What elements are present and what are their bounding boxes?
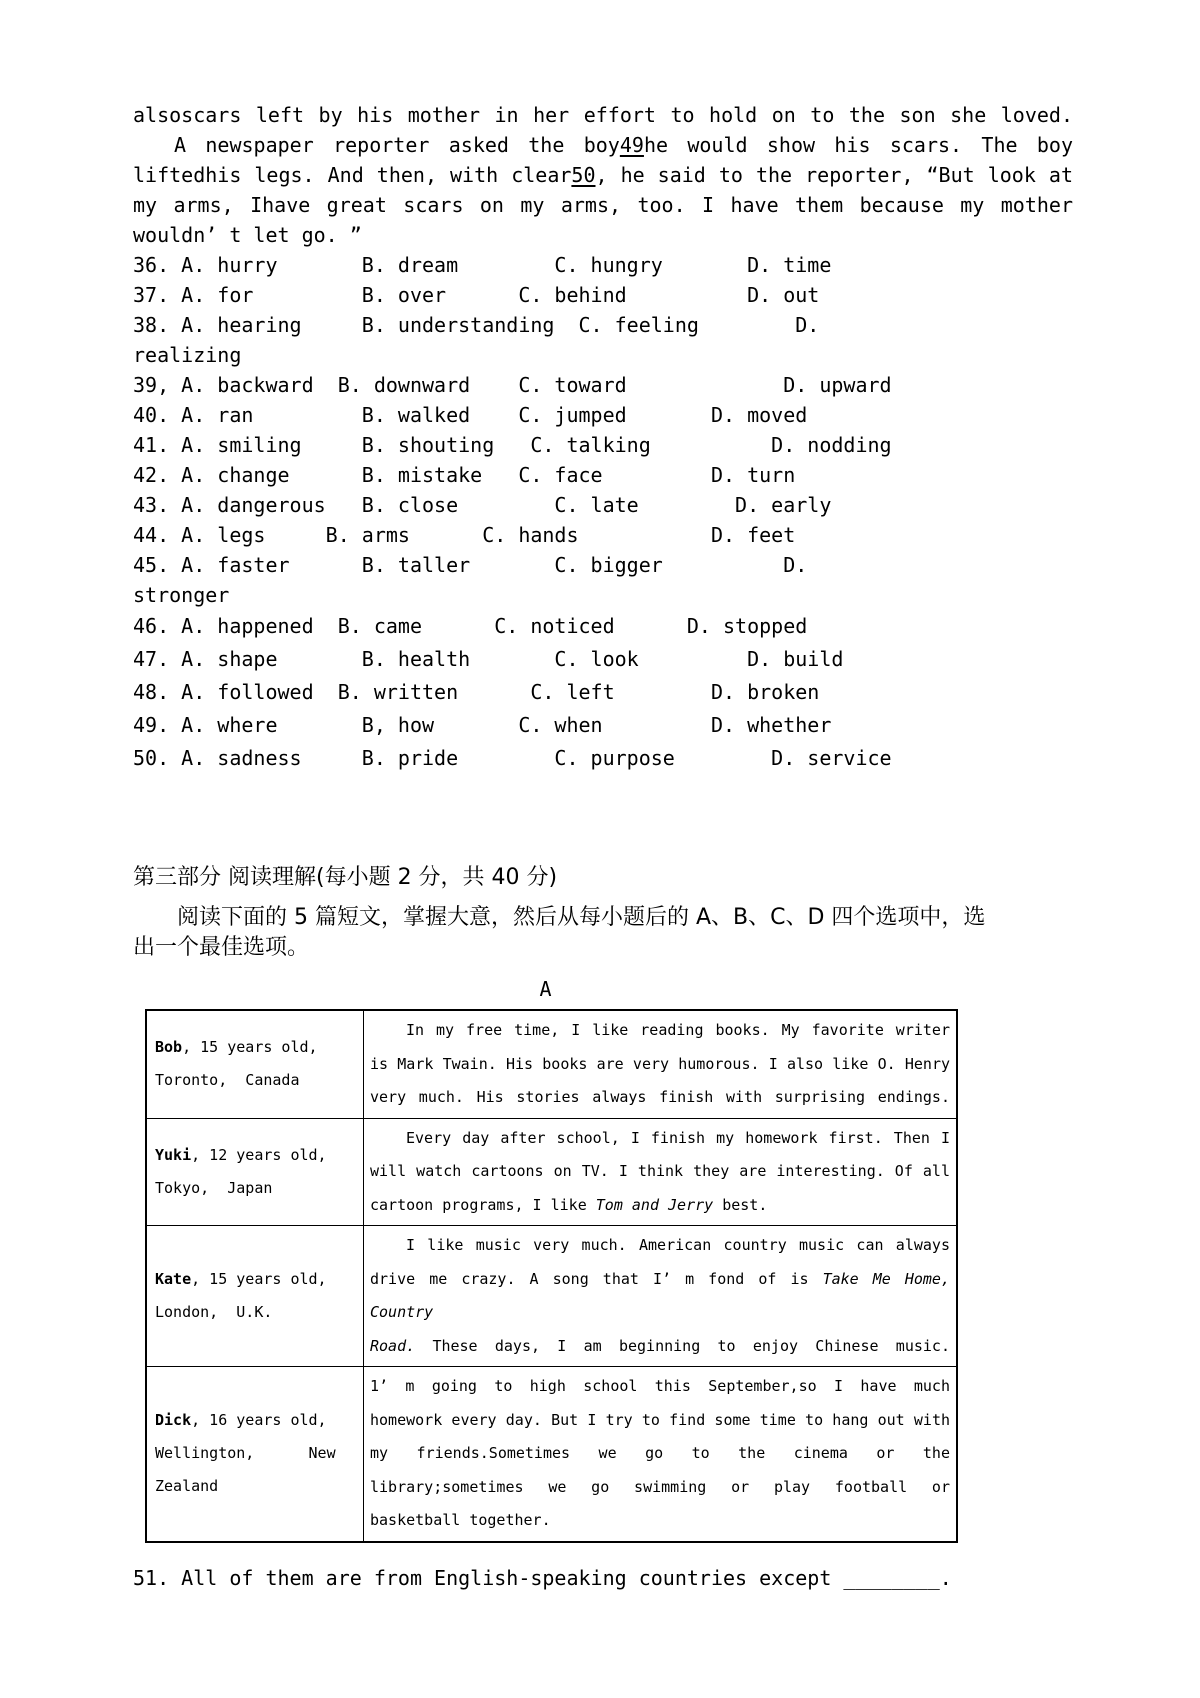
student-text-line: In my free time, I like reading books. My favorite writer xyxy=(406,1021,950,1039)
cartoon-title-italic: Tom and Jerry xyxy=(595,1195,714,1214)
student-info-line: Toronto, Canada xyxy=(155,1071,300,1090)
student-text-cell-bob xyxy=(364,1010,958,1118)
student-text-line: will watch cartoons on TV. I think they are interesting. Of all xyxy=(370,1162,950,1180)
passage-line-2-text: A newspaper reporter asked the boy xyxy=(174,133,620,157)
passage-line-5: wouldn’ t let go. ” xyxy=(133,223,362,247)
option-line-49: 49. A. where B, how C. when D. whether xyxy=(133,713,832,737)
option-line-39: 39, A. backward B. downward C. toward D. upward xyxy=(133,373,892,397)
student-text-line: very much. His stories always finish with surprising endings. xyxy=(370,1088,950,1106)
student-info-cell-bob xyxy=(146,1010,364,1118)
student-info-line: Wellington, New xyxy=(155,1444,336,1463)
student-text-line: library;sometimes we go swimming or play football or xyxy=(370,1477,950,1496)
cloze-options-list xyxy=(133,250,1073,775)
option-line-36: 36. A. hurry B. dream C. hungry D. time xyxy=(133,253,832,277)
student-info-line: Tokyo, Japan xyxy=(155,1178,273,1197)
section3-instruction-line-2: 出一个最佳选项。 xyxy=(133,935,310,960)
option-line-50: 50. A. sadness B. pride C. purpose D. service xyxy=(133,746,892,770)
passage-a-label: A xyxy=(539,977,552,1001)
student-info-line xyxy=(155,1139,355,1172)
cloze-blank-49: 49 xyxy=(619,133,644,157)
passage-line-2-text-after: he would show his scars. The boy xyxy=(643,133,1073,157)
student-name-yuki: Yuki xyxy=(155,1145,192,1164)
student-info-rest: , 15 years old, xyxy=(191,1270,327,1288)
option-line-41: 41. A. smiling B. shouting C. talking D. nodding xyxy=(133,433,892,457)
student-info-cell-dick xyxy=(146,1367,364,1542)
student-text-line: I like music very much. American country music can always xyxy=(406,1236,950,1254)
student-info-rest: , 15 years old, xyxy=(182,1038,318,1057)
student-text-line xyxy=(370,1263,950,1330)
section3-instruction-line-1: 阅读下面的 5 篇短文，掌握大意，然后从每小题后的 A、B、C、D 四个选项中，选 xyxy=(177,905,986,930)
student-info-rest: , 16 years old, xyxy=(191,1411,327,1430)
option-line-40: 40. A. ran B. walked C. jumped D. moved xyxy=(133,403,808,427)
student-name-dick: Dick xyxy=(155,1411,192,1430)
option-line-37: 37. A. for B. over C. behind D. out xyxy=(133,283,820,307)
table-row-dick xyxy=(146,1367,957,1542)
song-title-italic: Road. xyxy=(370,1336,416,1355)
student-text-line xyxy=(370,1330,950,1364)
passage-line-3-text: liftedhis legs. And then, with clear xyxy=(133,163,572,187)
cloze-blank-50: 50 xyxy=(571,163,596,187)
passage-line-2 xyxy=(133,130,1073,160)
student-info-cell-yuki xyxy=(146,1118,364,1226)
student-text-line: homework every day. But I try to find some time to hang out with xyxy=(370,1410,950,1429)
option-line-38-cont: realizing xyxy=(133,343,242,367)
student-text-line: is Mark Twain. His books are very humorous. I also like O. Henry xyxy=(370,1054,950,1073)
table-row-kate xyxy=(146,1226,957,1367)
option-line-48: 48. A. followed B. written C. left D. broken xyxy=(133,680,820,704)
cloze-passage xyxy=(133,100,1073,250)
student-text-segment: best. xyxy=(713,1195,768,1214)
student-info-cell-kate xyxy=(146,1226,364,1367)
passage-line-4: my arms, Ihave great scars on my arms, too. I have them because my mother xyxy=(133,193,1073,217)
student-text-line: basketball together. xyxy=(370,1511,551,1529)
student-info-line xyxy=(155,1031,355,1064)
student-info-line: London, U.K. xyxy=(155,1303,273,1321)
student-text-cell-dick xyxy=(364,1367,958,1542)
passage-line-3 xyxy=(133,160,1073,190)
students-table xyxy=(145,1009,958,1543)
table-row-bob xyxy=(146,1010,957,1118)
option-line-43: 43. A. dangerous B. close C. late D. early xyxy=(133,493,832,517)
song-title-italic: Take Me Home, Country xyxy=(370,1269,950,1321)
student-text-cell-kate xyxy=(364,1226,958,1367)
student-text-segment: These days, I am beginning to enjoy Chinese music. xyxy=(415,1336,950,1355)
option-line-45: 45. A. faster B. taller C. bigger D. xyxy=(133,553,808,577)
student-info-line xyxy=(155,1263,355,1296)
option-line-46: 46. A. happened B. came C. noticed D. stopped xyxy=(133,614,808,638)
option-line-44: 44. A. legs B. arms C. hands D. feet xyxy=(133,523,796,547)
option-line-45-cont: stronger xyxy=(133,583,230,607)
student-name-bob: Bob xyxy=(155,1038,183,1057)
student-text-cell-yuki xyxy=(364,1118,958,1226)
option-line-38: 38. A. hearing B. understanding C. feeling D. xyxy=(133,313,820,337)
student-text-segment: drive me crazy. A song that I’ m fond of is xyxy=(370,1269,823,1288)
passage-line-1: alsoscars left by his mother in her effort to hold on to the son she loved. xyxy=(133,103,1073,127)
passage-line-3-text-after: , he said to the reporter, “But look at xyxy=(595,163,1073,187)
table-row-yuki xyxy=(146,1118,957,1226)
question-51: 51. All of them are from English-speaking countries except ________. xyxy=(133,1565,952,1590)
student-text-line: 1’ m going to high school this September,so I have much xyxy=(370,1377,950,1395)
student-info-line: Zealand xyxy=(155,1477,219,1496)
student-name-kate: Kate xyxy=(155,1270,192,1288)
student-info-line xyxy=(155,1404,355,1437)
student-text-segment: cartoon programs, I like xyxy=(370,1195,596,1214)
student-info-rest: , 12 years old, xyxy=(191,1145,327,1164)
section3-title: 第三部分 阅读理解(每小题 2 分，共 40 分) xyxy=(133,865,558,890)
student-text-line: my friends.Sometimes we go to the cinema or the xyxy=(370,1444,950,1462)
option-line-47: 47. A. shape B. health C. look D. build xyxy=(133,647,844,671)
student-text-line xyxy=(370,1189,950,1223)
student-text-line: Every day after school, I finish my homework first. Then I xyxy=(406,1128,950,1147)
page-content xyxy=(133,100,1073,1593)
option-line-42: 42. A. change B. mistake C. face D. turn xyxy=(133,463,796,487)
